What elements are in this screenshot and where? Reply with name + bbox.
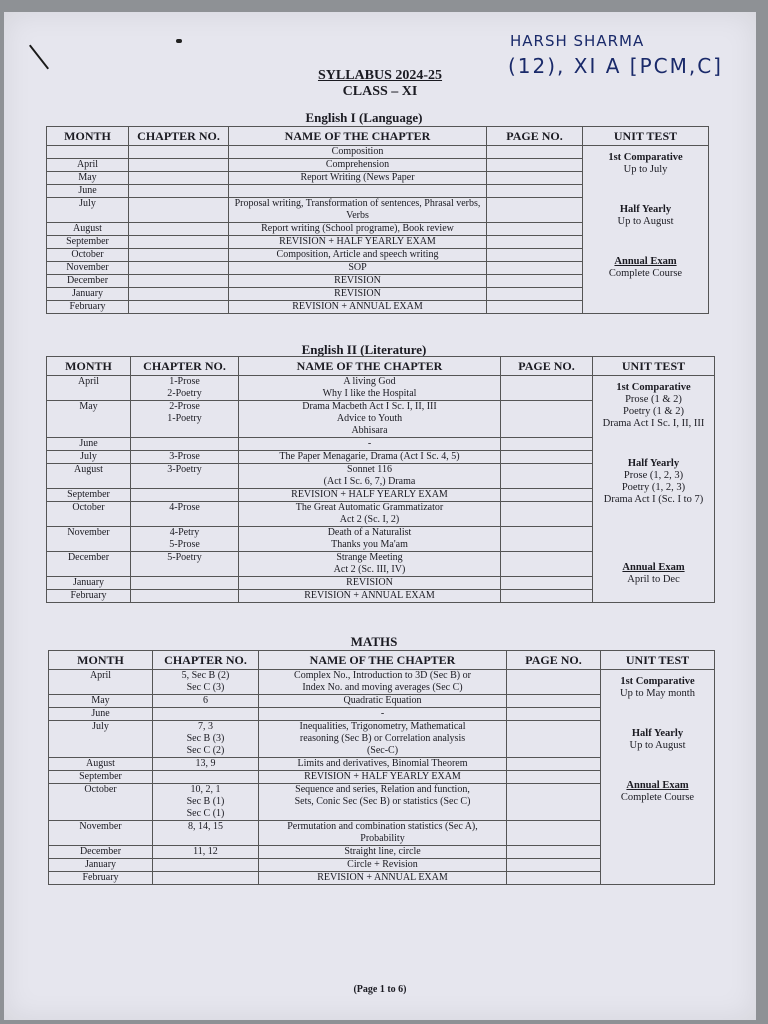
chapter-no-cell bbox=[153, 784, 259, 821]
chapter-name-cell bbox=[239, 401, 501, 438]
chapter-no-cell bbox=[131, 489, 239, 502]
unit-test-text: Annual Exam bbox=[626, 780, 689, 791]
chapter-name-cell bbox=[259, 859, 507, 872]
page-no-cell bbox=[507, 821, 601, 846]
chapter-no-cell bbox=[129, 159, 229, 172]
cell-line: REVISION bbox=[346, 577, 393, 588]
cell-line: 6 bbox=[203, 695, 208, 706]
english2-table bbox=[46, 356, 715, 603]
chapter-name-cell bbox=[229, 223, 487, 236]
unit-test-text: 1st Comparative bbox=[616, 382, 691, 393]
page-no-cell bbox=[501, 527, 593, 552]
unit-test-text: Up to July bbox=[623, 164, 668, 175]
col-chapter-no: CHAPTER NO. bbox=[129, 127, 229, 146]
cell-line: 4-Prose bbox=[169, 502, 200, 513]
maths-title: MATHS bbox=[350, 634, 398, 649]
page-no-cell bbox=[507, 859, 601, 872]
cell-line: (Sec-C) bbox=[366, 745, 399, 756]
document-title: SYLLABUS 2024-25 bbox=[317, 68, 443, 83]
chapter-no-cell bbox=[153, 758, 259, 771]
unit-test-text: April to Dec bbox=[627, 574, 680, 585]
cell-line: REVISION + HALF YEARLY EXAM bbox=[291, 489, 448, 500]
chapter-name-cell bbox=[239, 527, 501, 552]
unit-gap bbox=[596, 534, 711, 562]
month-cell: November bbox=[49, 821, 153, 846]
unit-test-text: Poetry (1, 2, 3) bbox=[621, 482, 686, 493]
page-no-cell bbox=[487, 249, 583, 262]
chapter-name-cell bbox=[259, 821, 507, 846]
cell-line: 5, Sec B (2) bbox=[181, 670, 230, 681]
cell-line: Sec C (1) bbox=[186, 808, 225, 819]
cell-line: A living God bbox=[343, 376, 396, 387]
cell-line: Complex No., Introduction to 3D (Sec B) or bbox=[294, 670, 471, 681]
month-cell: April bbox=[47, 159, 129, 172]
month-cell: February bbox=[49, 872, 153, 885]
month-cell: May bbox=[47, 172, 129, 185]
page-no-cell bbox=[507, 695, 601, 708]
unit-gap bbox=[604, 700, 711, 728]
syllabus-page bbox=[4, 12, 756, 1020]
unit-test-cell bbox=[601, 670, 715, 885]
unit-test-text: 1st Comparative bbox=[620, 676, 695, 687]
chapter-no-cell bbox=[131, 401, 239, 438]
unit-test-text: Half Yearly bbox=[619, 204, 672, 215]
cell-line: REVISION + HALF YEARLY EXAM bbox=[279, 236, 436, 247]
page-no-cell bbox=[507, 771, 601, 784]
cell-line: 13, 9 bbox=[195, 758, 216, 769]
unit-test-text: Up to May month bbox=[620, 688, 695, 699]
cell-line: 5-Poetry bbox=[167, 552, 202, 563]
cell-line: Why I like the Hospital bbox=[322, 388, 417, 399]
cell-line: REVISION + ANNUAL EXAM bbox=[304, 590, 435, 601]
chapter-name-cell bbox=[259, 784, 507, 821]
chapter-name-cell bbox=[239, 590, 501, 603]
cell-line: Composition, Article and speech writing bbox=[276, 249, 439, 260]
page-no-cell bbox=[507, 784, 601, 821]
col-chapter-no: CHAPTER NO. bbox=[131, 357, 239, 376]
cell-line: Sec C (3) bbox=[186, 682, 225, 693]
chapter-no-cell bbox=[131, 527, 239, 552]
chapter-name-cell bbox=[239, 376, 501, 401]
month-cell: July bbox=[49, 721, 153, 758]
cell-line: REVISION + HALF YEARLY EXAM bbox=[304, 771, 461, 782]
maths-table bbox=[48, 650, 715, 885]
chapter-name-cell bbox=[259, 872, 507, 885]
cell-line: Sec B (1) bbox=[186, 796, 225, 807]
page-no-cell bbox=[487, 159, 583, 172]
chapter-no-cell bbox=[153, 846, 259, 859]
cell-line: Quadratic Equation bbox=[343, 695, 422, 706]
month-cell: January bbox=[47, 577, 131, 590]
chapter-no-cell bbox=[131, 376, 239, 401]
cell-line: Drama Macbeth Act I Sc. I, II, III bbox=[302, 401, 437, 412]
ink-dot bbox=[176, 39, 182, 43]
chapter-no-cell bbox=[129, 275, 229, 288]
unit-test-text: Annual Exam bbox=[622, 562, 685, 573]
unit-gap bbox=[596, 506, 711, 534]
cell-line: Act 2 (Sc. I, 2) bbox=[339, 514, 400, 525]
chapter-name-cell bbox=[239, 552, 501, 577]
chapter-name-cell bbox=[259, 708, 507, 721]
month-cell: June bbox=[47, 185, 129, 198]
cell-line: Sonnet 116 bbox=[347, 464, 392, 475]
chapter-name-cell bbox=[239, 577, 501, 590]
month-cell: September bbox=[49, 771, 153, 784]
chapter-name-cell bbox=[229, 172, 487, 185]
chapter-name-cell bbox=[239, 502, 501, 527]
cell-line: REVISION bbox=[334, 288, 381, 299]
unit-test-text: Prose (1, 2, 3) bbox=[623, 470, 684, 481]
chapter-no-cell bbox=[129, 198, 229, 223]
col-month: MONTH bbox=[49, 651, 153, 670]
chapter-name-cell bbox=[229, 249, 487, 262]
cell-line: Permutation and combination statistics (Sec A), bbox=[287, 821, 478, 832]
cell-line: 8, 14, 15 bbox=[188, 821, 223, 832]
page-no-cell bbox=[487, 185, 583, 198]
cell-line: REVISION + ANNUAL EXAM bbox=[317, 872, 448, 883]
cell-line: The Great Automatic Grammatizator bbox=[295, 502, 444, 513]
col-page-no: PAGE NO. bbox=[487, 127, 583, 146]
page-footer: (Page 1 to 6) bbox=[353, 984, 407, 995]
cell-line: Sets, Conic Sec (Sec B) or statistics (Sec C) bbox=[294, 796, 471, 807]
unit-test-text: Half Yearly bbox=[631, 728, 684, 739]
month-cell bbox=[47, 146, 129, 159]
chapter-no-cell bbox=[153, 721, 259, 758]
cell-line: Comprehension bbox=[325, 159, 390, 170]
col-chapter-no: CHAPTER NO. bbox=[153, 651, 259, 670]
unit-gap bbox=[586, 176, 705, 204]
cell-line: 1-Prose bbox=[169, 376, 200, 387]
page-no-cell bbox=[501, 451, 593, 464]
chapter-no-cell bbox=[131, 451, 239, 464]
cell-line: Abhisara bbox=[351, 425, 388, 436]
month-cell: July bbox=[47, 451, 131, 464]
chapter-no-cell bbox=[129, 223, 229, 236]
english1-table bbox=[46, 126, 709, 314]
chapter-name-cell bbox=[239, 451, 501, 464]
chapter-no-cell bbox=[153, 771, 259, 784]
chapter-name-cell bbox=[259, 758, 507, 771]
cell-line: Sec C (2) bbox=[186, 745, 225, 756]
table-row bbox=[47, 146, 709, 159]
month-cell: July bbox=[47, 198, 129, 223]
chapter-no-cell bbox=[129, 185, 229, 198]
chapter-no-cell bbox=[131, 502, 239, 527]
cell-line: 4-Petry bbox=[169, 527, 200, 538]
table-header-row bbox=[49, 651, 715, 670]
month-cell: December bbox=[47, 552, 131, 577]
chapter-name-cell bbox=[239, 464, 501, 489]
month-cell: November bbox=[47, 262, 129, 275]
unit-test-text: Up to August bbox=[629, 740, 686, 751]
chapter-no-cell bbox=[129, 236, 229, 249]
table-header-row bbox=[47, 127, 709, 146]
page-no-cell bbox=[487, 301, 583, 314]
handwritten-class: (12), XI A [PCM,C] bbox=[508, 54, 723, 78]
col-chapter-name: NAME OF THE CHAPTER bbox=[239, 357, 501, 376]
unit-test-cell bbox=[593, 376, 715, 603]
page-no-cell bbox=[487, 275, 583, 288]
cell-line: reasoning (Sec B) or Correlation analysis bbox=[299, 733, 466, 744]
month-cell: October bbox=[47, 249, 129, 262]
month-cell: October bbox=[47, 502, 131, 527]
unit-test-text: Half Yearly bbox=[627, 458, 680, 469]
month-cell: November bbox=[47, 527, 131, 552]
chapter-name-cell bbox=[259, 695, 507, 708]
english1-title: English I (Language) bbox=[305, 110, 423, 125]
col-unit-test: UNIT TEST bbox=[601, 651, 715, 670]
col-page-no: PAGE NO. bbox=[507, 651, 601, 670]
page-no-cell bbox=[501, 590, 593, 603]
col-month: MONTH bbox=[47, 357, 131, 376]
month-cell: May bbox=[49, 695, 153, 708]
chapter-no-cell bbox=[129, 288, 229, 301]
page-no-cell bbox=[501, 489, 593, 502]
cell-line: Report Writing (News Paper bbox=[300, 172, 415, 183]
cell-line: 3-Prose bbox=[169, 451, 200, 462]
cell-line: Report writing (School programe), Book review bbox=[261, 223, 454, 234]
chapter-no-cell bbox=[153, 670, 259, 695]
col-unit-test: UNIT TEST bbox=[593, 357, 715, 376]
month-cell: December bbox=[49, 846, 153, 859]
page-no-cell bbox=[507, 872, 601, 885]
unit-gap bbox=[604, 752, 711, 780]
cell-line: Straight line, circle bbox=[344, 846, 421, 857]
chapter-no-cell bbox=[153, 708, 259, 721]
page-no-cell bbox=[487, 146, 583, 159]
month-cell: August bbox=[49, 758, 153, 771]
chapter-no-cell bbox=[129, 146, 229, 159]
chapter-no-cell bbox=[129, 262, 229, 275]
chapter-no-cell bbox=[131, 590, 239, 603]
page-no-cell bbox=[487, 223, 583, 236]
chapter-name-cell bbox=[229, 301, 487, 314]
page-no-cell bbox=[501, 552, 593, 577]
month-cell: April bbox=[47, 376, 131, 401]
col-unit-test: UNIT TEST bbox=[583, 127, 709, 146]
chapter-name-cell bbox=[259, 721, 507, 758]
cell-line: - bbox=[380, 708, 385, 719]
chapter-name-cell bbox=[229, 198, 487, 223]
cell-line: 11, 12 bbox=[193, 846, 218, 857]
cell-line: Sequence and series, Relation and function, bbox=[295, 784, 470, 795]
month-cell: May bbox=[47, 401, 131, 438]
english2-title: English II (Literature) bbox=[301, 342, 427, 357]
month-cell: December bbox=[47, 275, 129, 288]
month-cell: October bbox=[49, 784, 153, 821]
col-page-no: PAGE NO. bbox=[501, 357, 593, 376]
chapter-name-cell bbox=[229, 236, 487, 249]
chapter-no-cell bbox=[131, 464, 239, 489]
cell-line: Index No. and moving averages (Sec C) bbox=[302, 682, 463, 693]
handwritten-name: HARSH SHARMA bbox=[510, 32, 645, 50]
cell-line: 7, 3 bbox=[198, 721, 213, 732]
month-cell: June bbox=[47, 438, 131, 451]
unit-test-text: Drama Act I Sc. I, II, III bbox=[602, 418, 705, 429]
table-row bbox=[49, 670, 715, 695]
cell-line: Proposal writing, Transformation of sentences, Phrasal verbs, Verbs bbox=[234, 198, 481, 221]
page-no-cell bbox=[487, 198, 583, 223]
chapter-no-cell bbox=[129, 172, 229, 185]
page-no-cell bbox=[501, 577, 593, 590]
col-month: MONTH bbox=[47, 127, 129, 146]
unit-test-cell bbox=[583, 146, 709, 314]
cell-line: Death of a Naturalist bbox=[327, 527, 412, 538]
cell-line: Inequalities, Trigonometry, Mathematical bbox=[299, 721, 466, 732]
unit-test-text: Complete Course bbox=[620, 792, 695, 803]
chapter-no-cell bbox=[129, 249, 229, 262]
table-row bbox=[47, 376, 715, 401]
page-no-cell bbox=[501, 401, 593, 438]
chapter-name-cell bbox=[229, 288, 487, 301]
col-chapter-name: NAME OF THE CHAPTER bbox=[229, 127, 487, 146]
page-no-cell bbox=[487, 172, 583, 185]
cell-line: - bbox=[367, 438, 372, 449]
chapter-no-cell bbox=[153, 695, 259, 708]
cell-line: 5-Prose bbox=[169, 539, 200, 550]
cell-line: The Paper Menagarie, Drama (Act I Sc. 4, 5) bbox=[279, 451, 460, 462]
cell-line: Composition bbox=[331, 146, 384, 157]
unit-gap bbox=[596, 430, 711, 458]
chapter-name-cell bbox=[239, 438, 501, 451]
document-subtitle: CLASS – XI bbox=[342, 84, 418, 99]
unit-test-text: Poetry (1 & 2) bbox=[623, 406, 684, 417]
page-no-cell bbox=[501, 502, 593, 527]
pen-mark bbox=[29, 45, 49, 70]
page-no-cell bbox=[487, 288, 583, 301]
cell-line: Act 2 (Sc. III, IV) bbox=[333, 564, 406, 575]
month-cell: August bbox=[47, 223, 129, 236]
cell-line: REVISION bbox=[334, 275, 381, 286]
unit-test-text: Annual Exam bbox=[614, 256, 677, 267]
cell-line: SOP bbox=[348, 262, 367, 273]
chapter-no-cell bbox=[153, 859, 259, 872]
chapter-no-cell bbox=[131, 438, 239, 451]
unit-gap bbox=[586, 228, 705, 256]
page-no-cell bbox=[507, 846, 601, 859]
page-no-cell bbox=[501, 438, 593, 451]
cell-line: (Act I Sc. 6, 7,) Drama bbox=[323, 476, 416, 487]
month-cell: January bbox=[49, 859, 153, 872]
chapter-name-cell bbox=[259, 670, 507, 695]
unit-test-text: Prose (1 & 2) bbox=[625, 394, 682, 405]
page-no-cell bbox=[487, 236, 583, 249]
chapter-no-cell bbox=[131, 552, 239, 577]
col-chapter-name: NAME OF THE CHAPTER bbox=[259, 651, 507, 670]
chapter-name-cell bbox=[239, 489, 501, 502]
cell-line: Advice to Youth bbox=[336, 413, 403, 424]
cell-line: REVISION + ANNUAL EXAM bbox=[292, 301, 423, 312]
month-cell: September bbox=[47, 489, 131, 502]
page-no-cell bbox=[507, 721, 601, 758]
chapter-no-cell bbox=[153, 872, 259, 885]
page-no-cell bbox=[487, 262, 583, 275]
month-cell: February bbox=[47, 590, 131, 603]
page-no-cell bbox=[507, 670, 601, 695]
month-cell: June bbox=[49, 708, 153, 721]
cell-line: Sec B (3) bbox=[186, 733, 225, 744]
table-header-row bbox=[47, 357, 715, 376]
cell-line: Limits and derivatives, Binomial Theorem bbox=[297, 758, 468, 769]
month-cell: August bbox=[47, 464, 131, 489]
chapter-no-cell bbox=[131, 577, 239, 590]
chapter-name-cell bbox=[229, 275, 487, 288]
cell-line: Strange Meeting bbox=[336, 552, 403, 563]
chapter-name-cell bbox=[229, 159, 487, 172]
chapter-name-cell bbox=[229, 146, 487, 159]
cell-line: Probability bbox=[360, 833, 405, 844]
chapter-name-cell bbox=[229, 262, 487, 275]
month-cell: September bbox=[47, 236, 129, 249]
cell-line: 2-Prose bbox=[169, 401, 200, 412]
page-no-cell bbox=[501, 376, 593, 401]
cell-line: Thanks you Ma'am bbox=[331, 539, 408, 550]
month-cell: February bbox=[47, 301, 129, 314]
unit-test-text: 1st Comparative bbox=[608, 152, 683, 163]
page-no-cell bbox=[501, 464, 593, 489]
cell-line: 3-Poetry bbox=[167, 464, 202, 475]
month-cell: January bbox=[47, 288, 129, 301]
chapter-name-cell bbox=[259, 846, 507, 859]
chapter-no-cell bbox=[129, 301, 229, 314]
cell-line: 2-Poetry bbox=[167, 388, 202, 399]
unit-test-text: Drama Act I (Sc. I to 7) bbox=[603, 494, 704, 505]
cell-line: 10, 2, 1 bbox=[190, 784, 221, 795]
unit-test-text: Up to August bbox=[617, 216, 674, 227]
cell-line: Circle + Revision bbox=[347, 859, 418, 870]
month-cell: April bbox=[49, 670, 153, 695]
cell-line: 1-Poetry bbox=[167, 413, 202, 424]
chapter-name-cell bbox=[259, 771, 507, 784]
page-no-cell bbox=[507, 708, 601, 721]
page-no-cell bbox=[507, 758, 601, 771]
chapter-no-cell bbox=[153, 821, 259, 846]
unit-test-text: Complete Course bbox=[608, 268, 683, 279]
chapter-name-cell bbox=[229, 185, 487, 198]
